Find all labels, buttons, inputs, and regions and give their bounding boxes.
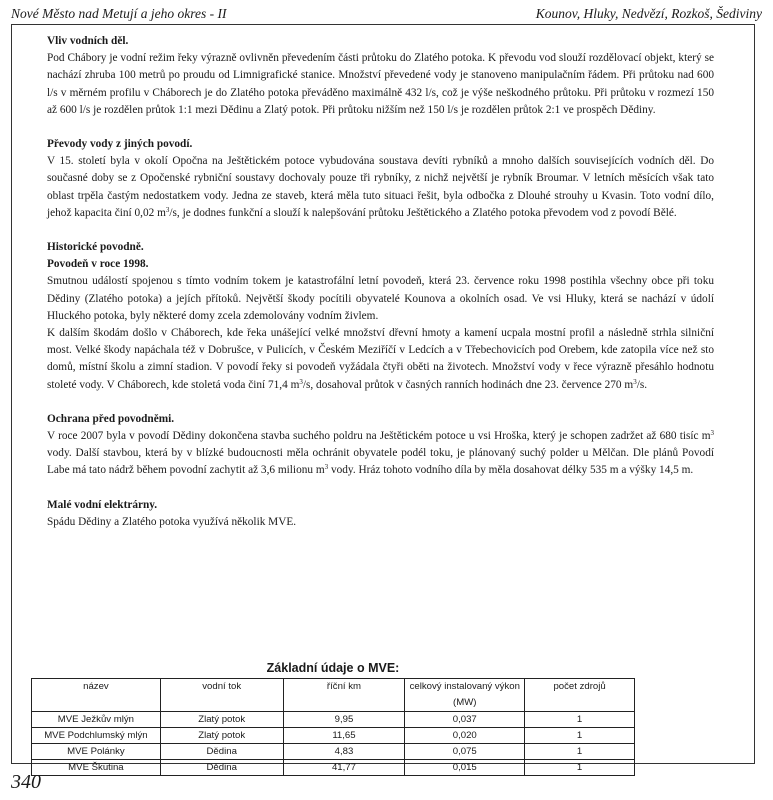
column-header-ricni-km: říční km xyxy=(283,679,405,712)
table-cell: 11,65 xyxy=(283,728,405,744)
table-row xyxy=(32,760,635,776)
table-cell: 1 xyxy=(525,744,635,760)
table-cell: Dědina xyxy=(160,760,283,776)
table-row xyxy=(32,712,635,728)
mve-table xyxy=(31,678,635,776)
section-ochrana-pred-povodnemi xyxy=(47,411,714,480)
text-run: vody. Další stavbou, která by v blízké budoucnosti měla ochránit obyvatele podél toku, je plánovaný suchý polder u Mělčan. Dle plánů Povodí Labe má tato nádrž během povodní zachytit až 3,6 milionu m xyxy=(47,447,714,477)
section-heading: Malé vodní elektrárny. xyxy=(47,498,158,511)
paragraph xyxy=(47,153,714,222)
superscript: 3 xyxy=(165,205,170,214)
table-cell: 4,83 xyxy=(283,744,405,760)
table-cell: 1 xyxy=(525,728,635,744)
superscript: 3 xyxy=(324,463,329,472)
table-cell: 9,95 xyxy=(283,712,405,728)
table-cell: 0,075 xyxy=(405,744,525,760)
table-cell: MVE Podchlumský mlýn xyxy=(32,728,161,744)
superscript: 3 xyxy=(633,377,637,386)
section-prevody-vody xyxy=(47,136,714,222)
section-vliv-vodnich-del xyxy=(47,33,714,119)
table-cell: 1 xyxy=(525,712,635,728)
table-cell: Zlatý potok xyxy=(160,712,283,728)
paragraph: Pod Chábory je vodní režim řeky výrazně ovlivněn převedením části průtoku do Zlatého potoka. K převodu vod slouží rozdělovací objekt, který se nachází zhruba 100 metrů po proudu od Limnigrafické stanice. Množství převedené vody je stanoveno manipulačním řádem. Při průtoku nad 600 l/s v měrném profilu v Cháborech je do Zlatého potoka převáděno maximálně 432 l/s, což je výše neškodného průtoku. Při průtoku v rozmezí 150 až 600 l/s je rozdělen průtok 1:1 mezi Dědinu a Zlatý potok. Při průtoku nižším než 150 l/s je rozdělen průtok 2:1 ve prospěch Dědiny. xyxy=(47,52,714,116)
table-header-row xyxy=(32,679,635,712)
table-row xyxy=(32,728,635,744)
subsection-heading: Povodeň v roce 1998. xyxy=(47,258,149,271)
paragraph xyxy=(47,325,714,394)
text-run: V 15. století byla v okolí Opočna na Ještětickém potoce vybudována soustava devíti rybníků a mnoho dalších souvisejících vodních děl. Do současné doby se z Opočenské rybniční soustavy dochovaly pouze tři rybníky, z nichž největší je rybník Broumar. V letních měsících však tato oblast trpěla častým nedostatkem vody. Jedna ze staveb, která měla tuto situaci řešit, byla odbočka z Dlouhé strouhy u Kvasin. Toto vodní dílo, jehož kapacita činí 0,02 m xyxy=(47,155,714,219)
section-heading: Převody vody z jiných povodí. xyxy=(47,138,193,151)
section-heading: Ochrana před povodněmi. xyxy=(47,412,175,425)
paragraph xyxy=(47,428,714,480)
text-run: /s, dosahoval průtok v časných ranních hodinách dne 23. července 270 m xyxy=(302,378,634,391)
paragraph: Spádu Dědiny a Zlatého potoka využívá několik MVE. xyxy=(47,515,297,528)
table-cell: 0,015 xyxy=(405,760,525,776)
table-cell: Zlatý potok xyxy=(160,728,283,744)
table-cell: Dědina xyxy=(160,744,283,760)
text-run: /s. xyxy=(636,378,648,391)
running-header xyxy=(11,4,762,24)
section-male-vodni-elektrarny xyxy=(47,497,714,531)
table-cell: MVE Ježkův mlýn xyxy=(32,712,161,728)
header-chapter-title: Kounov, Hluky, Nedvězí, Rozkoš, Šediviny xyxy=(535,6,762,21)
superscript: 3 xyxy=(710,429,714,438)
table-cell: 0,020 xyxy=(405,728,525,744)
table-cell: 0,037 xyxy=(405,712,525,728)
table-row xyxy=(32,744,635,760)
text-run: V roce 2007 byla v povodí Dědiny dokončena stavba suchého poldru na Ještětickém potoce u vsi Hroška, který je schopen zadržet až 680 tisíc m xyxy=(47,430,711,443)
table-cell: MVE Polánky xyxy=(32,744,161,760)
superscript: 3 xyxy=(299,377,303,386)
column-header-pocet-zdroju: počet zdrojů xyxy=(525,679,635,712)
page-number: 340 xyxy=(11,771,41,793)
column-header-nazev: název xyxy=(32,679,161,712)
text-run: K dalším škodám došlo v Cháborech, kde řeka unášející velké množství dřevní hmoty a kamení ucpala mostní profil a následně strhla silniční most. Velké škody napáchala též v Dobrušce, v Pulicích, v Českém Meziříčí v Ledcích a v Třebechovicích pod Orebem, kde zatopila více než sto domů, místní školu a zimní stadion. V povodí řeky si povodeň vyžádala čtyři oběti na životech. Množství vody v řece výrazně přesáhlo hodnotu stoleté vody. V Cháborech, kde stoletá voda činí 71,4 m xyxy=(47,327,714,391)
mve-table-block xyxy=(31,660,635,776)
column-header-vodni-tok: vodní tok xyxy=(160,679,283,712)
article-body xyxy=(47,33,714,548)
paragraph: Smutnou událostí spojenou s tímto vodním tokem je katastrofální letní povodeň, která 23. července roku 1998 postihla všechny obce při toku Dědiny (Zlatého potoka) a jejích přítoků. Největší škody pocítili obyvatelé Kounova a okolních osad. Ve vsi Hluky, která se nachází v údolí Hluckého potoka, byly některé domy zcela zdemolovány vodním živlem. xyxy=(47,275,714,322)
header-book-title: Nové Město nad Metují a jeho okres - II xyxy=(11,6,227,21)
section-heading: Vliv vodních děl. xyxy=(47,35,129,47)
column-header-vykon: celkový instalovaný výkon (MW) xyxy=(405,679,525,712)
text-run: /s, je dodnes funkční a slouží k nalepšování průtoku Ještětického a Zlatého potoka převodem vod z povodí Bělé. xyxy=(169,206,677,219)
table-cell: 41,77 xyxy=(283,760,405,776)
text-run: vody. Hráz tohoto vodního díla by měla dosahovat délky 535 m a výšky 14,5 m. xyxy=(328,464,694,477)
table-cell: MVE Škutina xyxy=(32,760,161,776)
section-historicke-povodne xyxy=(47,239,714,394)
table-cell: 1 xyxy=(525,760,635,776)
section-heading: Historické povodně. xyxy=(47,241,144,254)
table-title: Základní údaje o MVE: xyxy=(266,661,400,675)
